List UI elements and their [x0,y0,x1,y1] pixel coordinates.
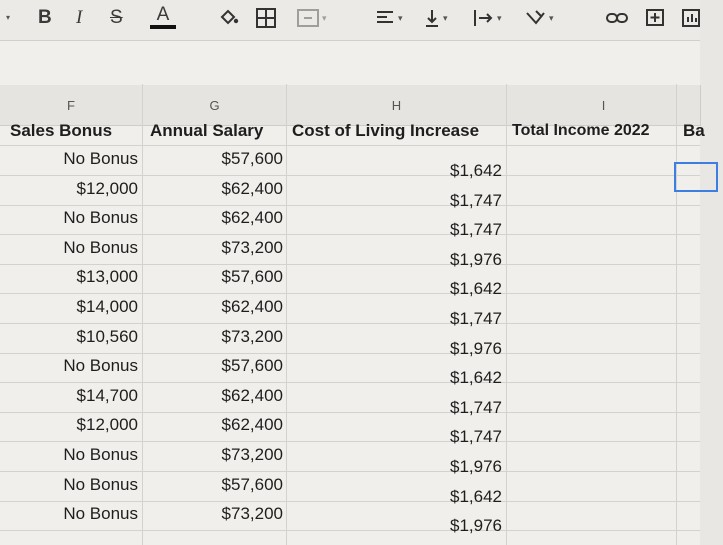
insert-chart-icon[interactable] [682,6,700,30]
cell-total-income[interactable] [510,353,682,382]
cell-total-income[interactable] [510,294,682,323]
cell-annual-salary[interactable]: $62,400 [221,385,283,405]
cell-annual-salary[interactable]: $57,600 [221,267,283,287]
cell-sales-bonus[interactable]: $10,560 [76,326,138,346]
cell-annual-salary[interactable]: $62,400 [221,208,283,228]
table-row [0,235,700,269]
table-row [0,472,700,506]
cell-sales-bonus[interactable]: No Bonus [63,208,138,228]
cell-total-income[interactable] [510,501,682,530]
horizontal-align-caret-icon: ▾ [398,12,403,23]
text-color-button[interactable] [150,6,176,30]
cell-total-income[interactable] [510,264,682,293]
table-row [0,146,700,180]
cell-cost-of-living[interactable]: $1,976 [450,249,502,269]
cell-cost-of-living[interactable]: $1,642 [450,279,502,299]
cell-total-income[interactable] [510,324,682,353]
cell-annual-salary[interactable]: $62,400 [221,415,283,435]
cell-sales-bonus[interactable]: No Bonus [63,149,138,168]
cell-cost-of-living[interactable]: $1,642 [450,486,502,506]
column-letter: I [601,97,606,113]
cell-total-income[interactable] [510,412,682,441]
cell-annual-salary[interactable]: $57,600 [221,356,283,376]
merge-cells-icon[interactable] [296,6,330,30]
header-cell-truncated[interactable]: Ba [683,121,705,140]
text-rotation-caret-icon: ▾ [549,12,554,23]
toolbar-caret-icon[interactable]: ▾ [6,13,11,22]
cell-sales-bonus[interactable]: $13,000 [76,267,138,287]
cell-annual-salary[interactable]: $73,200 [221,237,283,257]
table-row [0,353,700,388]
cell-cost-of-living[interactable]: $1,976 [450,338,502,358]
column-letter: G [209,97,220,113]
cell-cost-of-living[interactable]: $1,642 [450,161,502,180]
header-cell-total-income[interactable]: Total Income 2022 [512,122,650,139]
insert-comment-icon[interactable] [645,6,665,30]
svg-text:▾: ▾ [322,14,327,24]
table-row [0,176,700,210]
horizontal-align-icon[interactable] [375,6,403,30]
header-row [0,116,705,146]
table-row [0,383,700,417]
cell-sales-bonus[interactable]: No Bonus [63,356,138,376]
italic-button[interactable]: I [76,7,83,28]
table-row [0,442,700,476]
cell-sales-bonus[interactable]: $14,700 [76,385,138,405]
cell-cost-of-living[interactable]: $1,747 [450,397,502,417]
text-wrap-caret-icon: ▾ [497,12,502,23]
table-row [0,501,700,536]
cell-sales-bonus[interactable]: No Bonus [63,474,138,494]
cell-cost-of-living[interactable]: $1,642 [450,368,502,388]
header-cell-cost-of-living[interactable]: Cost of Living Increase [292,121,480,140]
cell-annual-salary[interactable]: $62,400 [221,297,283,316]
vertical-align-caret-icon: ▾ [443,12,448,23]
cell-sales-bonus[interactable]: No Bonus [63,504,138,524]
cell-sales-bonus[interactable]: No Bonus [63,237,138,257]
cell-annual-salary[interactable]: $57,600 [221,474,283,494]
cell-annual-salary[interactable]: $62,400 [221,178,283,198]
header-cell-sales-bonus[interactable]: Sales Bonus [10,121,113,140]
cell-total-income[interactable] [510,442,682,471]
cell-sales-bonus[interactable]: No Bonus [63,445,138,464]
column-letter: F [67,97,75,113]
table-row [0,205,700,240]
cell-total-income[interactable] [510,176,682,205]
active-cell-selection[interactable] [674,162,718,192]
cell-sales-bonus[interactable]: $12,000 [76,415,138,435]
cell-annual-salary[interactable]: $57,600 [221,149,283,168]
cell-annual-salary[interactable]: $73,200 [221,326,283,346]
table-row [0,412,700,447]
cell-total-income[interactable] [510,146,682,175]
insert-link-icon[interactable] [605,6,629,30]
cell-cost-of-living[interactable]: $1,976 [450,516,502,536]
cell-cost-of-living[interactable]: $1,747 [450,309,502,328]
text-color-swatch [150,25,176,29]
cell-cost-of-living[interactable]: $1,747 [450,427,502,447]
strikethrough-button[interactable]: S [110,7,123,28]
vertical-align-icon[interactable] [424,6,448,30]
cell-annual-salary[interactable]: $73,200 [221,445,283,464]
cell-cost-of-living[interactable]: $1,747 [450,190,502,210]
table-row [0,324,700,358]
cell-cost-of-living[interactable]: $1,976 [450,457,502,476]
cell-annual-salary[interactable]: $73,200 [221,504,283,524]
cell-total-income[interactable] [510,383,682,412]
table-row [0,294,700,328]
cell-total-income[interactable] [510,205,682,234]
cell-sales-bonus[interactable]: $12,000 [76,178,138,198]
column-letter: H [391,97,402,113]
borders-icon[interactable] [255,6,277,30]
header-cell-annual-salary[interactable]: Annual Salary [150,121,264,140]
cell-total-income[interactable] [510,235,682,264]
text-wrap-icon[interactable] [472,6,502,30]
text-rotation-icon[interactable] [524,6,554,30]
cell-cost-of-living[interactable]: $1,747 [450,220,502,240]
formatting-toolbar [0,0,700,41]
table-row [0,264,700,299]
cell-sales-bonus[interactable]: $14,000 [76,297,138,316]
text-color-label: A [156,4,170,25]
fill-color-icon[interactable] [218,6,240,30]
cell-total-income[interactable] [510,472,682,501]
bold-button[interactable]: B [38,7,52,28]
